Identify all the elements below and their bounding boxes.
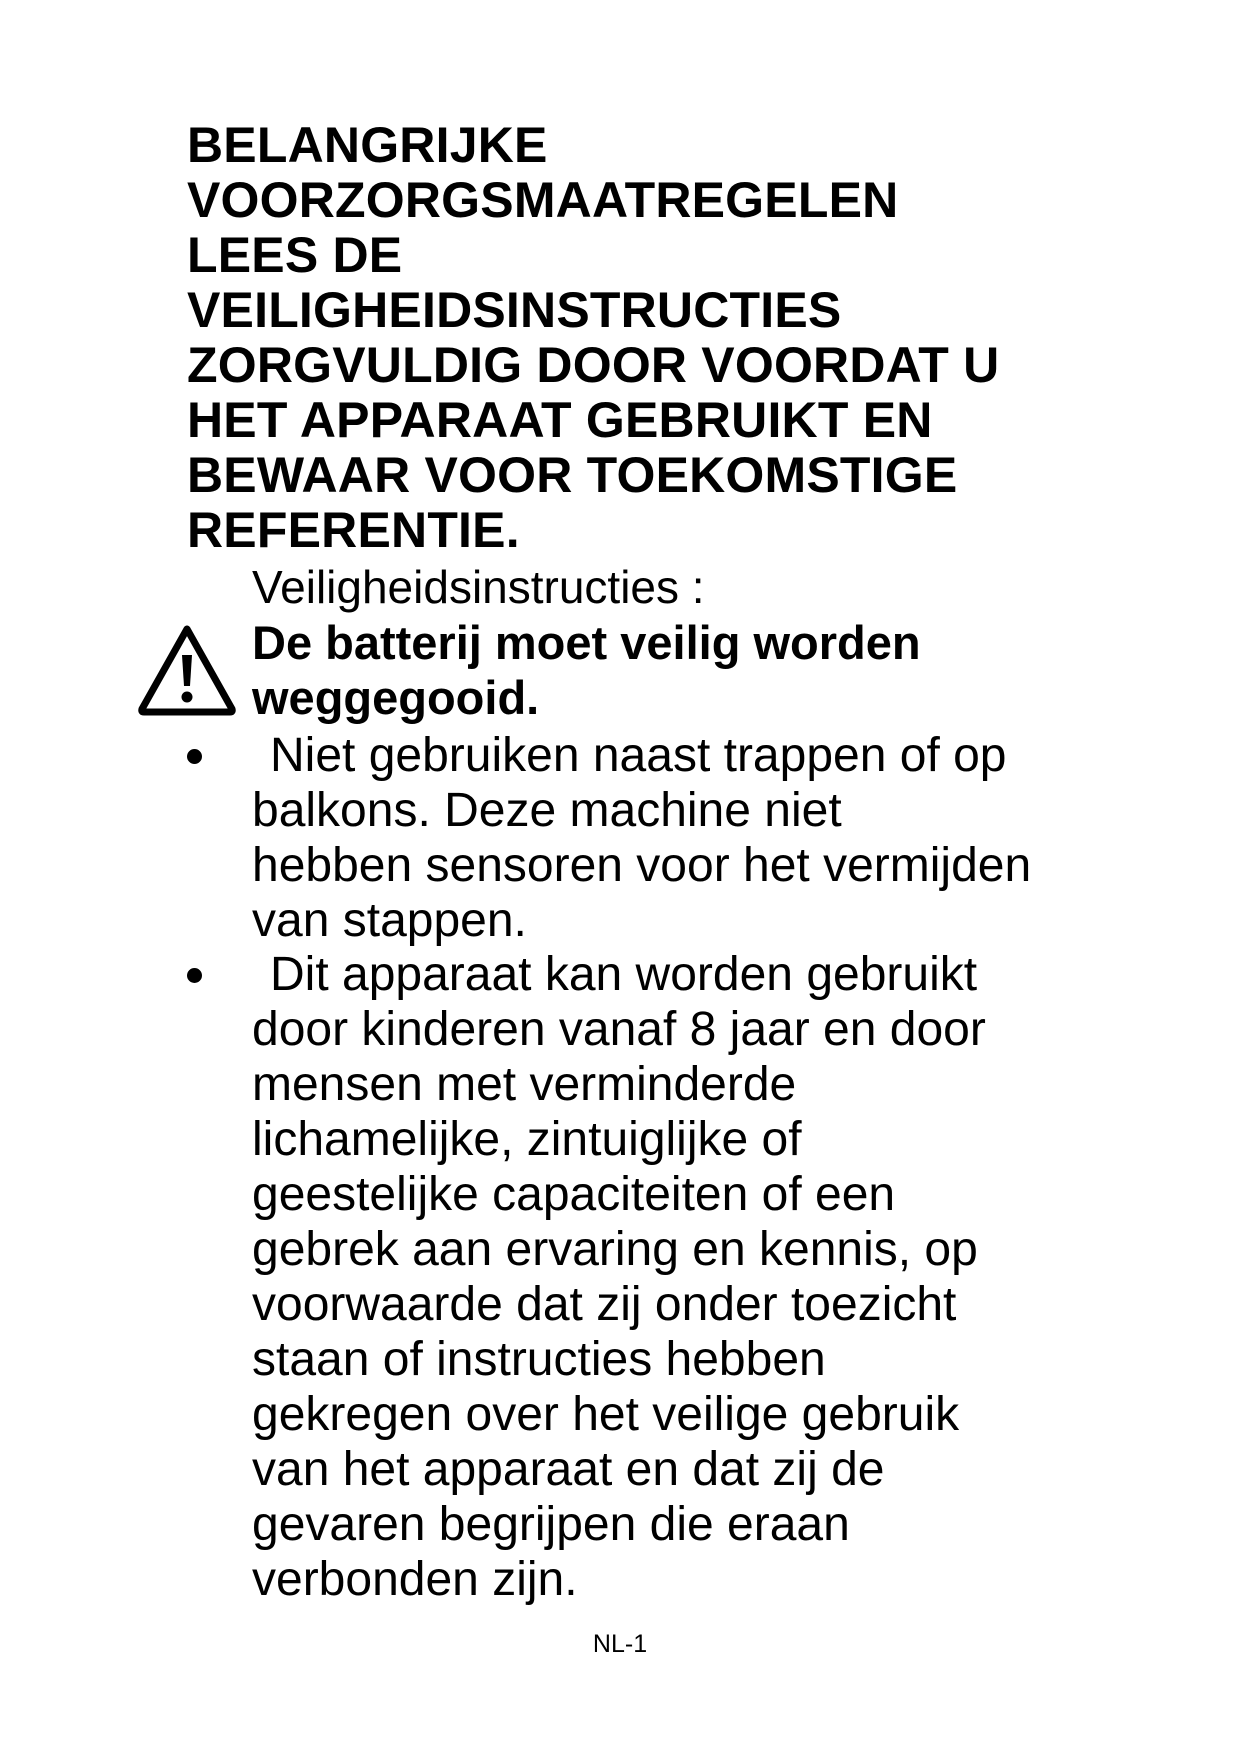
bullet-text	[252, 947, 1147, 1607]
battery-warning	[252, 615, 921, 725]
bullet-line: door kinderen vanaf 8 jaar en door	[252, 1003, 986, 1056]
bullet-line: balkons. Deze machine niet	[252, 784, 842, 837]
list-item	[187, 728, 1147, 948]
heading-line: LEES DE	[187, 227, 403, 283]
heading-line: BELANGRIJKE	[187, 117, 548, 173]
heading-line: VEILIGHEIDSINSTRUCTIES	[187, 282, 842, 338]
bullet-line: mensen met verminderde	[252, 1058, 797, 1111]
bullet-line: hebben sensoren voor het vermijden	[252, 839, 1032, 892]
heading-line: ZORGVULDIG DOOR VOORDAT U	[187, 337, 1000, 393]
bullet-icon	[187, 968, 202, 983]
heading-line: HET APPARAAT GEBRUIKT EN	[187, 392, 933, 448]
bullet-line: geestelijke capaciteiten of een	[252, 1168, 896, 1221]
safety-bullet-list	[187, 728, 1147, 948]
heading-line: REFERENTIE.	[187, 502, 520, 558]
bullet-line: van stappen.	[252, 894, 527, 947]
section-subtitle: Veiligheidsinstructies :	[252, 561, 705, 613]
bullet-line: lichamelijke, zintuiglijke of	[252, 1113, 802, 1166]
bullet-line: van het apparaat en dat zij de	[252, 1443, 885, 1496]
bullet-line: gevaren begrijpen die eraan	[252, 1498, 850, 1551]
bullet-text	[252, 728, 1147, 948]
warning-line: weggegooid.	[252, 671, 540, 724]
bullet-icon	[187, 749, 202, 764]
warning-triangle-icon	[136, 623, 238, 717]
safety-bullet-list	[187, 947, 1147, 1607]
bullet-line: staan of instructies hebben	[252, 1333, 826, 1386]
heading-line: VOORZORGSMAATREGELEN	[187, 172, 899, 228]
bullet-line: Dit apparaat kan worden gebruikt	[270, 948, 978, 1001]
bullet-line: voorwaarde dat zij onder toezicht	[252, 1278, 957, 1331]
bullet-line: Niet gebruiken naast trappen of op	[270, 729, 1007, 782]
list-item	[187, 947, 1147, 1607]
warning-line: De batterij moet veilig worden	[252, 616, 921, 669]
bullet-line: gekregen over het veilige gebruik	[252, 1388, 960, 1441]
heading-line: BEWAAR VOOR TOEKOMSTIGE	[187, 447, 958, 503]
page-number: NL-1	[592, 1630, 648, 1658]
bullet-line: verbonden zijn.	[252, 1553, 578, 1606]
safety-heading	[187, 118, 1087, 558]
bullet-line: gebrek aan ervaring en kennis, op	[252, 1223, 978, 1276]
